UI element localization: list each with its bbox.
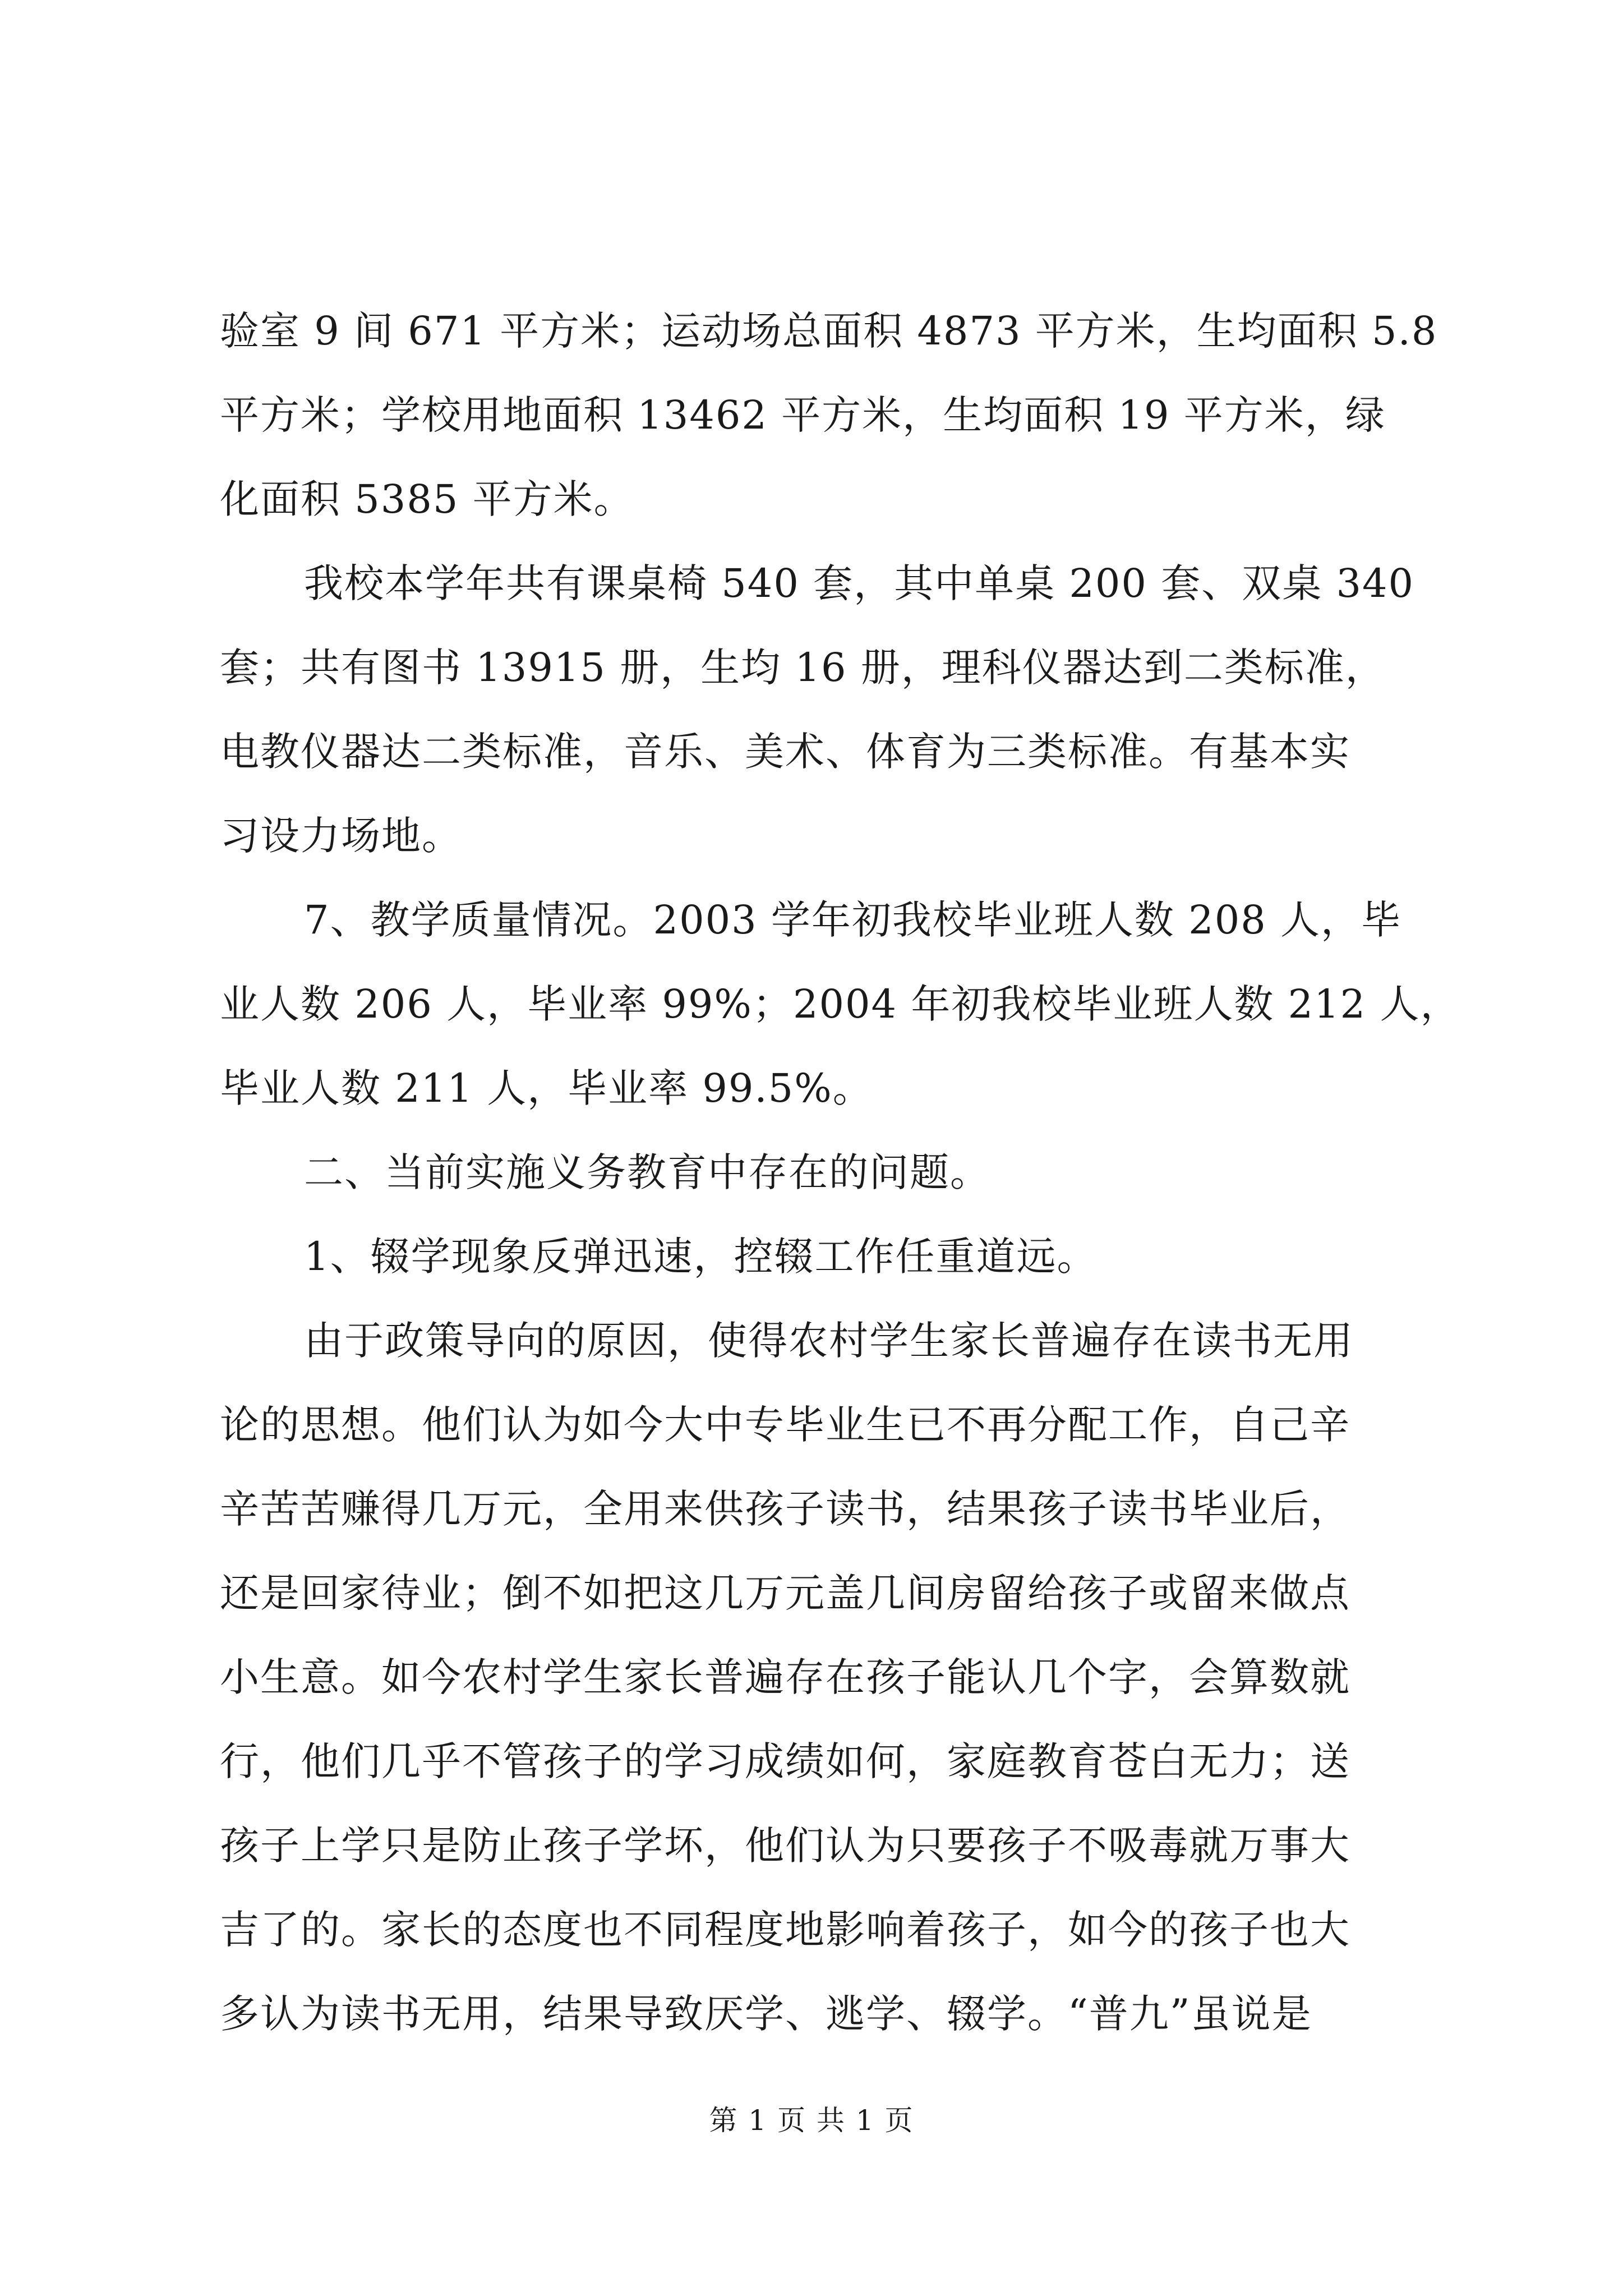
section-heading: 二、当前实施义务教育中存在的问题。 (304, 1149, 990, 1195)
text-line: 行，他们几乎不管孩子的学习成绩如何，家庭教育苍白无力；送 (220, 1738, 1350, 1784)
text-line: 化面积 5385 平方米。 (220, 476, 634, 522)
text-line: 验室 9 间 671 平方米；运动场总面积 4873 平方米，生均面积 5.8 (220, 308, 1438, 354)
text-line: 套；共有图书 13915 册，生均 16 册，理科仪器达到二类标准， (220, 645, 1386, 691)
text-line: 还是回家待业；倒不如把这几万元盖几间房留给孩子或留来做点 (220, 1570, 1350, 1616)
text-line: 业人数 206 人，毕业率 99%；2004 年初我校毕业班人数 212 人， (220, 981, 1461, 1027)
text-line: 习设力场地。 (220, 813, 462, 859)
text-line: 毕业人数 211 人，毕业率 99.5%。 (220, 1065, 873, 1111)
text-line: 小生意。如今农村学生家长普遍存在孩子能认几个字，会算数就 (220, 1654, 1350, 1700)
subsection-heading: 1、辍学现象反弹迅速，控辍工作任重道远。 (304, 1234, 1098, 1280)
paragraph-start-line: 7、教学质量情况。2003 学年初我校毕业班人数 208 人，毕 (304, 897, 1402, 943)
page-number-footer: 第 1 页 共 1 页 (709, 2104, 914, 2137)
text-line: 孩子上学只是防止孩子学坏，他们认为只要孩子不吸毒就万事大 (220, 1823, 1350, 1869)
body-text (220, 289, 1461, 2056)
text-line: 辛苦苦赚得几万元，全用来供孩子读书，结果孩子读书毕业后， (220, 1486, 1350, 1532)
text-line: 论的思想。他们认为如今大中专毕业生已不再分配工作，自己辛 (220, 1402, 1350, 1448)
text-line: 吉了的。家长的态度也不同程度地影响着孩子，如今的孩子也大 (220, 1907, 1350, 1953)
paragraph-start-line: 我校本学年共有课桌椅 540 套，其中单桌 200 套、双桌 340 (304, 560, 1415, 606)
paragraph-start-line: 由于政策导向的原因，使得农村学生家长普遍存在读书无用 (304, 1318, 1354, 1364)
text-line: 平方米；学校用地面积 13462 平方米，生均面积 19 平方米，绿 (220, 392, 1386, 438)
text-line: 电教仪器达二类标准，音乐、美术、体育为三类标准。有基本实 (220, 729, 1350, 775)
text-line: 多认为读书无用，结果导致厌学、逃学、辍学。“普九”虽说是 (220, 1991, 1312, 2037)
